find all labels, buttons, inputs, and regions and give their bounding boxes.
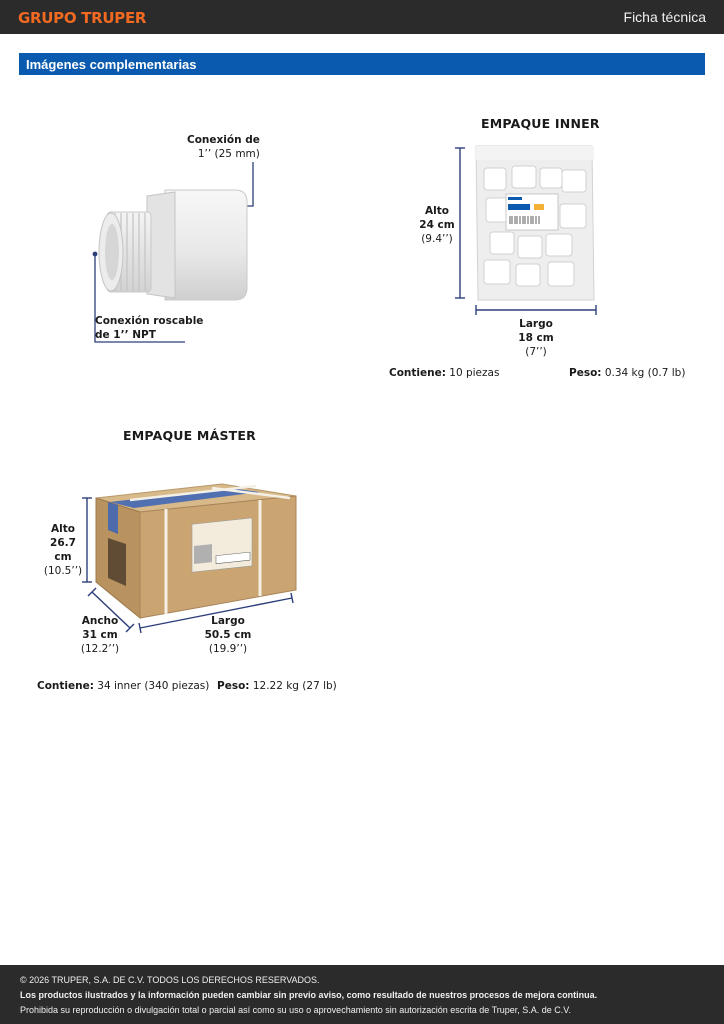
footer-notice: Los productos ilustrados y la información pueden cambiar sin previo aviso, como resultado de nuestros procesos de mejora continua. [20,990,598,1000]
master-weight: Peso: 12.22 kg (27 lb) [217,680,337,692]
footer-copyright: © 2026 TRUPER, S.A. DE C.V. TODOS LOS DERECHOS RESERVADOS. [20,975,320,985]
inner-height-label: Alto 24 cm (9.4’’) [419,205,455,245]
master-width-label: Ancho 31 cm (12.2’’) [80,615,120,655]
section-bar [19,53,705,75]
inner-bag-illustration [450,140,610,320]
inner-length-label: Largo 18 cm (7’’) [518,318,554,358]
inner-package-title: EMPAQUE INNER [481,116,600,131]
inner-weight: Peso: 0.34 kg (0.7 lb) [569,367,686,379]
thread-connection-label: Conexión roscable de 1’’ NPT [95,315,204,341]
inner-contents: Contiene: 10 piezas [389,367,500,379]
section-title: Imágenes complementarias [26,57,197,72]
master-length-label: Largo 50.5 cm (19.9’’) [204,615,252,655]
brand-logo: GRUPO TRUPER [18,9,147,27]
top-bar [0,0,724,34]
socket-connection-label: Conexión de 1’’ (25 mm) [187,134,260,160]
document-type: Ficha técnica [623,9,706,25]
master-height-label: Alto 26.7 cm (10.5’’) [43,523,83,577]
master-package-title: EMPAQUE MÁSTER [123,428,256,443]
master-contents: Contiene: 34 inner (340 piezas) [37,680,210,692]
footer [0,965,724,1024]
footer-legal: Prohibida su reproducción o divulgación total o parcial así como su uso o aprovechamiento sin autorización escrita de Truper, S.A. de C.V. [20,1005,571,1015]
